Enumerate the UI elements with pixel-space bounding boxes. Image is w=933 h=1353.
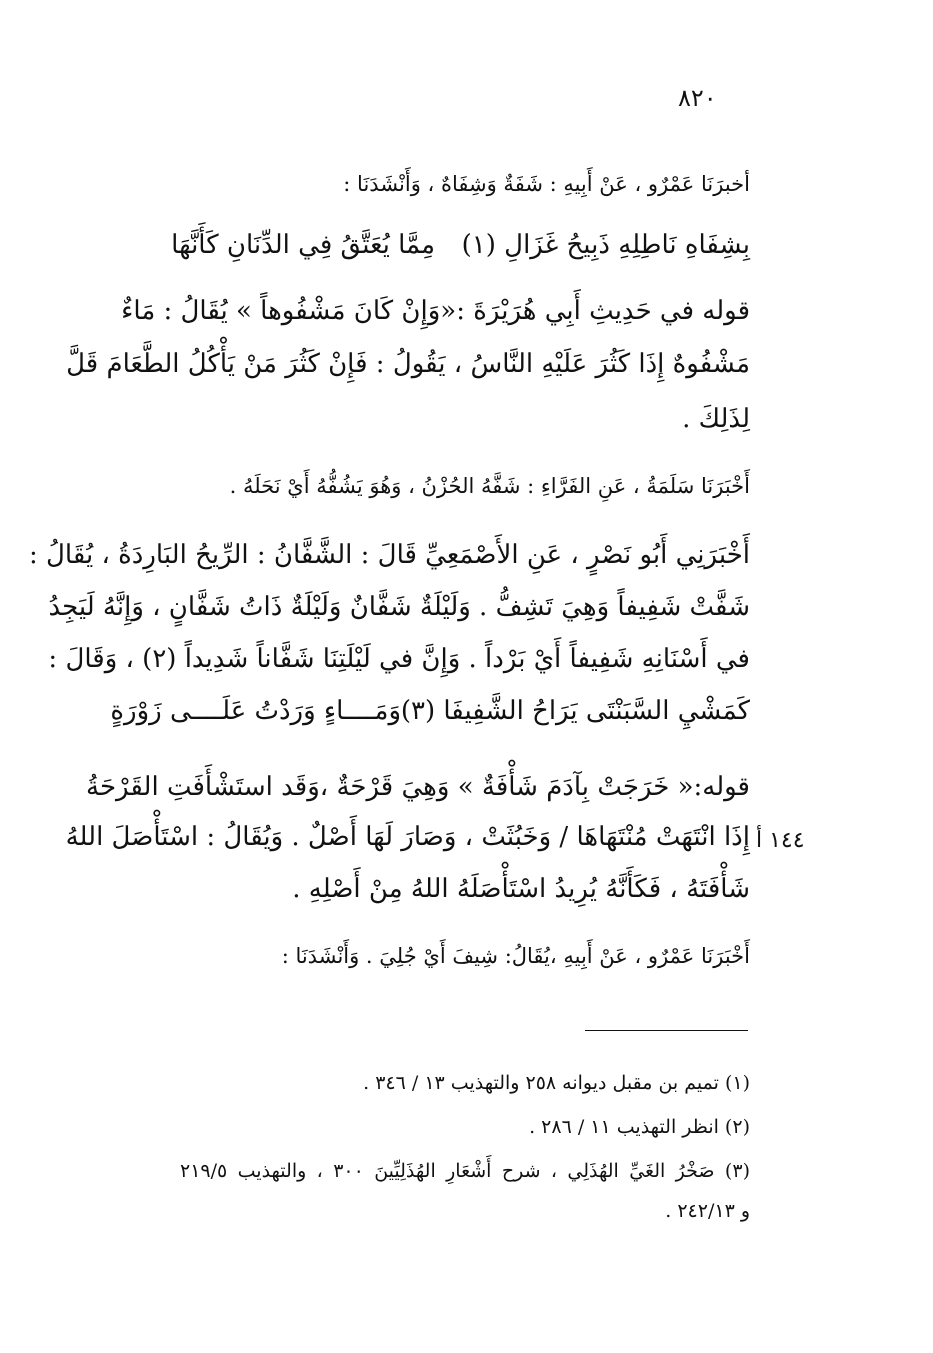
paragraph-asmai-line-1: أَخْبَرَنِي أَبُو نَصْرٍ ، عَنِ الأَصْمَعِيِّ قَالَ : الشَّفَّانُ : الرِّيحُ البَارِدَةُ ، يُقَالُ : <box>29 540 750 570</box>
paragraph-shafa-line-3: شَأْفَتَهُ ، فَكَأَنَّهُ يُرِيدُ اسْتَأْصَلَهُ اللهُ مِنْ أَصْلِهِ . <box>292 874 750 904</box>
verse-2-second-hemistich: كَمَشْيِ السَّبَنْتَى يَرَاحُ الشَّفِيفَا (٣) <box>400 696 750 726</box>
paragraph-shafa-line-1: قوله:« خَرَجَتْ بِآدَمَ شَأْفَةٌ » وَهِيَ قَرْحَةٌ ،وَقَد استَشْأَفَتِ القَرْحَةُ <box>86 772 750 802</box>
verse-2-first-hemistich: وَمَــــاءٍ وَرَدْتُ عَلَــــى زَوْرَةٍ <box>110 696 401 726</box>
paragraph-abu-hurayra-line-2: مَشْفُوهٌ إِذَا كَثُرَ عَلَيْهِ النَّاسُ ، يَقُولُ : فَإِنْ كَثُرَ مَنْ يَأْكُلُ الطَّعَامَ قَلَّ <box>66 349 750 379</box>
verse-1-first-hemistich: مِمَّا يُعَتَّقُ فِي الدِّنَانِ كَأَنَّهَا <box>171 230 435 260</box>
footnote-1: (١) تميم بن مقبل ديوانه ٢٥٨ والتهذيب ١٣ / ٣٤٦ . <box>363 1072 750 1094</box>
footnote-3-line-2: و ٢٤٢/١٣ . <box>665 1200 750 1222</box>
verse-1-second-hemistich: بِشِفَاهِ نَاطِلِهِ ذَبِيحُ غَزَالِ (١) <box>461 230 750 260</box>
paragraph-amr-shif: أَخْبَرَنَا عَمْرٌو ، عَنْ أَبِيهِ ،يُقَالُ: شِيفَ أَيْ جُلِيَ . وَأَنْشَدَنَا : <box>281 944 750 968</box>
footnote-2: (٢) انظر التهذيب ١١ / ٢٨٦ . <box>529 1116 750 1138</box>
paragraph-salama-farra: أَخْبَرَنَا سَلَمَةُ ، عَنِ الفَرَّاءِ : شَفَّهُ الحُزْنُ ، وَهُوَ يَشُفُّهُ أَيْ نَحَلَهُ . <box>229 474 750 498</box>
footnote-separator <box>585 1030 748 1031</box>
marginal-folio-note: ١٤٤ أ <box>756 828 805 853</box>
paragraph-asmai-line-3: في أَسْنَانِهِ شَفِيفاً أَيْ بَرْداً . وَإِنَّ في لَيْلَتِنَا شَفَّاناً شَدِيداً (٢) ، وَقَالَ : <box>48 644 750 674</box>
footnote-3-line-1: (٣) صَخْرُ الغَيِّ الهُذَلِي ، شرح أَشْعَارِ الهُذَلِيِّينَ ٣٠٠ ، والتهذيب ٢١٩/٥ <box>180 1160 750 1182</box>
paragraph-amr-shafa: أخبرَنَا عَمْرٌو ، عَنْ أَبِيهِ : شَفَةٌ وَشِفَاهٌ ، وَأَنْشَدَنَا : <box>343 172 750 196</box>
page-number: ٨٢٠ <box>678 84 717 112</box>
paragraph-abu-hurayra-line-3: لِذَلِكَ . <box>682 404 750 434</box>
paragraph-abu-hurayra-line-1: قوله في حَدِيثِ أَبِي هُرَيْرَةَ :«وَإِنْ كَانَ مَشْفُوهاً » يُقَالُ : مَاءٌ <box>121 296 750 326</box>
paragraph-shafa-line-2: إِذَا انْتَهَتْ مُنْتَهَاهَا / وَخَبُثَتْ ، وَصَارَ لَهَا أَصْلٌ . وَيُقَالُ : اسْتَأْصَلَ اللهُ <box>65 822 750 852</box>
paragraph-asmai-line-2: شَفَّتْ شَفِيفاً وَهِيَ تَشِفُّ . وَلَيْلَةٌ شَفَّانٌ وَلَيْلَةٌ ذَاتُ شَفَّانٍ ، وَإِنَّهُ لَيَجِدُ <box>48 592 750 622</box>
